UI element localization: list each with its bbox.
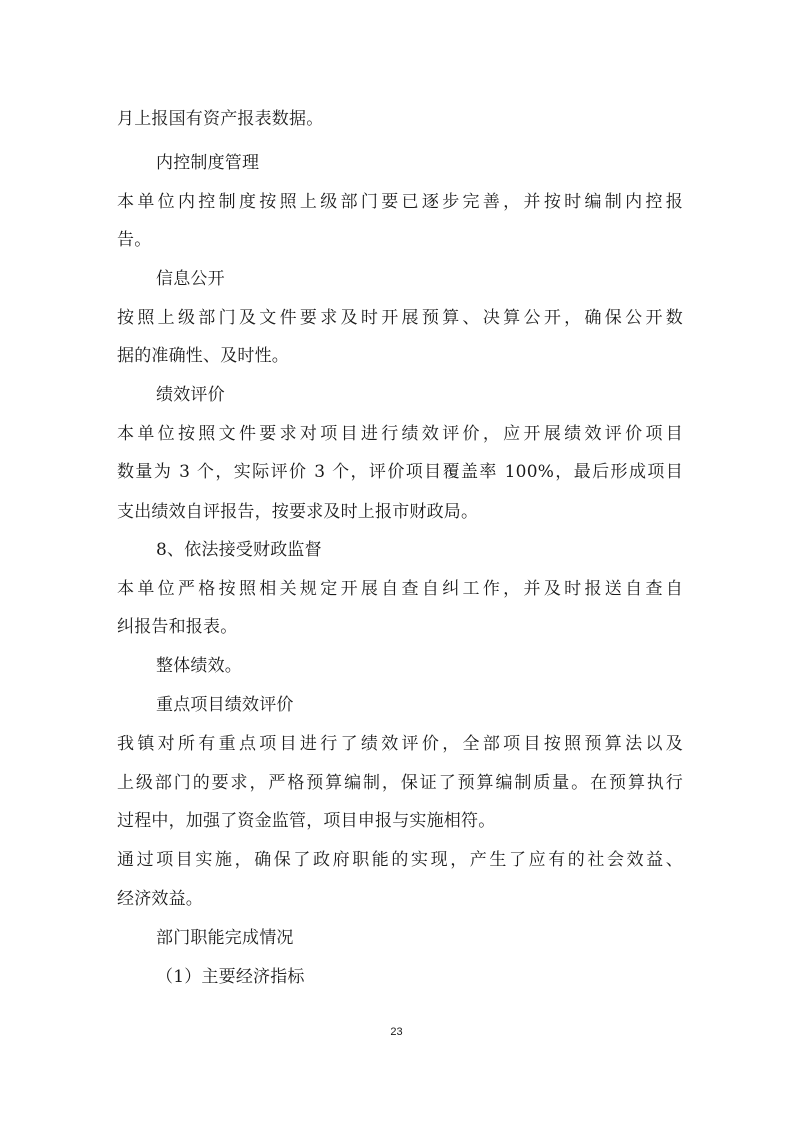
text-line: 本单位严格按照相关规定开展自查自纠工作，并及时报送自查自	[117, 579, 683, 599]
text-line: 纠报告和报表。	[117, 617, 238, 637]
section-heading: 整体绩效。	[156, 656, 242, 676]
section-heading: 重点项目绩效评价	[156, 695, 294, 715]
text-line: 本单位内控制度按照上级部门要已逐步完善，并按时编制内控报	[117, 192, 683, 212]
text-line: 本单位按照文件要求对项目进行绩效评价，应开展绩效评价项目	[117, 424, 683, 444]
text-line: 月上报国有资产报表数据。	[117, 109, 324, 129]
text-line: 我镇对所有重点项目进行了绩效评价，全部项目按照预算法以及	[117, 734, 683, 754]
page-number: 23	[390, 1026, 403, 1038]
section-heading: 部门职能完成情况	[156, 928, 294, 948]
text-line: 过程中，加强了资金监管，项目申报与实施相符。	[117, 811, 496, 831]
text-line: 通过项目实施，确保了政府职能的实现，产生了应有的社会效益、	[117, 850, 683, 870]
text-line: 据的准确性、及时性。	[117, 346, 289, 366]
section-heading: 8、依法接受财政监督	[156, 540, 322, 560]
section-heading: （1）主要经济指标	[156, 967, 305, 987]
section-heading: 绩效评价	[156, 385, 225, 405]
text-line: 告。	[117, 230, 152, 250]
text-line: 按照上级部门及文件要求及时开展预算、决算公开，确保公开数	[117, 308, 683, 328]
section-heading: 内控制度管理	[156, 153, 260, 173]
text-line: 经济效益。	[117, 889, 203, 909]
text-line: 数量为 3 个，实际评价 3 个，评价项目覆盖率 100%，最后形成项目	[117, 462, 683, 482]
text-line: 上级部门的要求，严格预算编制，保证了预算编制质量。在预算执行	[117, 773, 683, 793]
section-heading: 信息公开	[156, 269, 225, 289]
text-line: 支出绩效自评报告，按要求及时上报市财政局。	[117, 502, 479, 522]
